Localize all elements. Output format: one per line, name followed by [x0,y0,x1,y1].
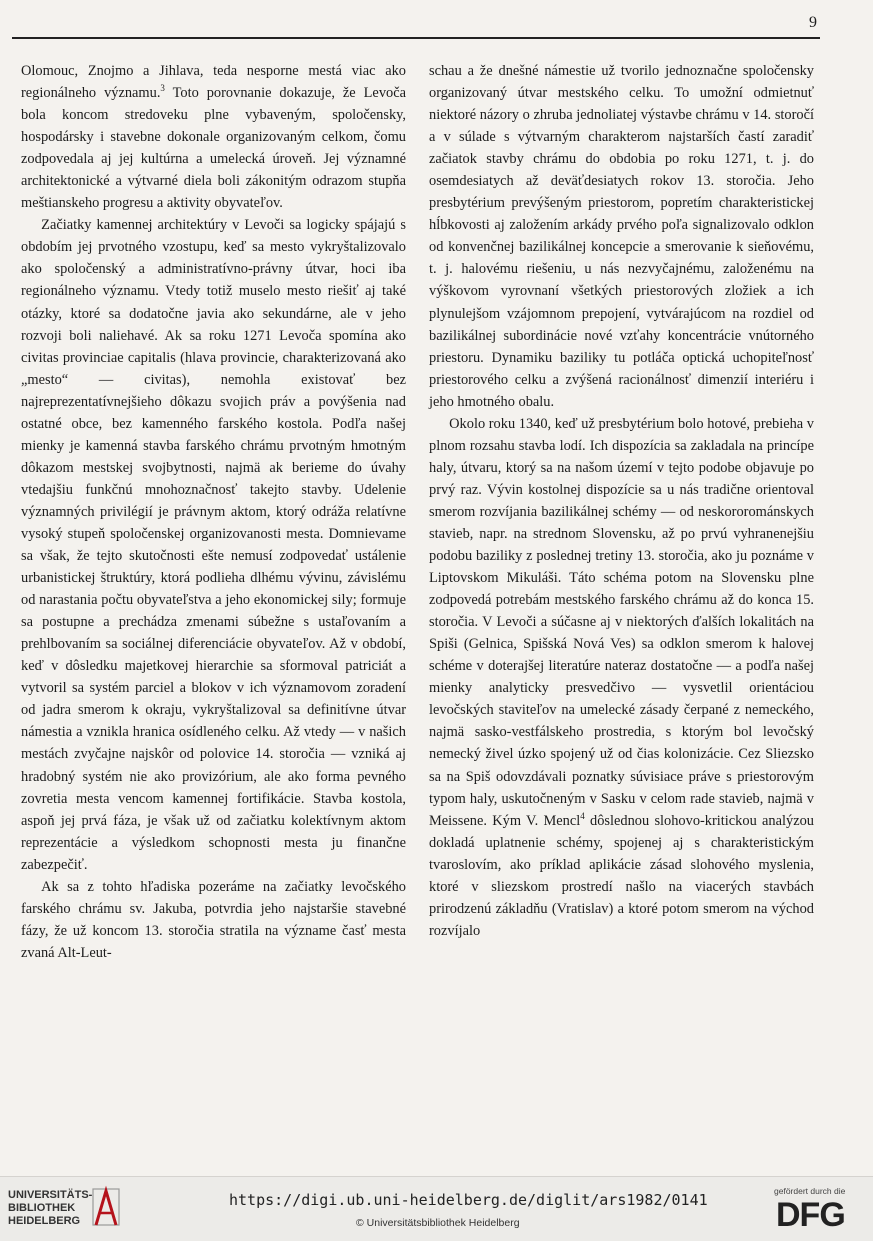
logo-text-line3: HEIDELBERG [8,1215,81,1227]
paragraph-text: schau a že dnešné námestie už tvorilo jednoznačne spoločensky organizovaný útvar mestského celku. To umožní odmietnuť niektoré názory o zhruba jednoliatej výstavbe chrámu v 14. storočí a v súlade s výtvarným charakterom najstarších častí zaradiť začiatok stavby chrámu do obdobia po roku 1271, t. j. do osemdesiatych až deväťdesiatych rokov 13. storočia. Jeho presbytérium prevýšeným priestorom, popretím charakteristickej hĺbkovosti aj založením arkády prvého poľa signalizovalo odklon od konvenčnej bazilikálnej koncepcie a smerovanie k sieňovému, t. j. halovému riešeniu, u nás nezvyčajnému, založenému na výškovom vyrovnaní všetkých priestorových zložiek a ich plynulejšom vzájomnom prepojení, vytvárajúcom na rozdiel od bazilikálnej subordinácie nové vzťahy koncentrácie vnútorného priestoru. Dynamiku baziliky tu potláča optická uchopiteľnosť priestorového celku a zvýšená racionálnosť dimenzií interiéru i jeho hmotného obalu. [429,63,814,410]
permalink-url[interactable]: https://digi.ub.uni-heidelberg.de/diglit/ars1982/0141 [229,1191,708,1209]
paragraph [21,214,406,875]
paragraph-text: Začiatky kamennej architektúry v Levoči sa logicky spájajú s obdobím jej prvotného vzostupu, keď sa mesto vykryštalizovalo ako spoločenský a administratívno-právny útvar, hoci iba regionálneho významu. Vtedy totiž muselo mesto riešiť aj také otázky, ktoré sa dodatočne javia ako sekundárne, ale v jeho rozvoji boli naliehavé. Ak sa roku 1271 Levoča spomína ako civitas provinciae capitalis (hlava provincie, charakterizovaná ako „mesto“ — civitas), nemohla existovať bez najreprezentatívnejšieho dôkazu svojich práv a povýšenia nad ostatné obce, bez kamenného farského kostola. Podľa našej mienky je kamenná stavba farského chrámu prvotným hmotným dôkazom mestskej svojbytnosti, najmä ak berieme do úvahy vtedajšiu funkčnú mnohoznačnosť takejto stavby. Udelenie významných privilégií je právnym aktom, ktorý odráža relatívne vysoký stupeň spoločenskej organizovanosti mesta. Domnievame sa však, že tejto skutočnosti ešte nemusí zodpovedať ustálenie urbanistickej štruktúry, ktorá podlieha dlhému vývinu, závislému od narastania počtu obyvateľstva a jeho ekonomickej sily; formuje sa postupne a prechádza zmenami súbežne s ustaľovaním a prehlbovaním sa sociálnej diferenciácie obyvateľov. Až v období, keď v dôsledku majetkovej hierarchie sa sformoval patriciát a vytvoril sa systém parciel a blokov v ich významovom zoradení od jadra smerom k okraju, vykryštalizoval sa definitívne útvar námestia a vznikla hranica osídleného celku. Až vtedy — v našich mestách zvyčajne najskôr od polovice 14. storočia — vzniká aj hradobný systém nie ako provizórium, ale ako forma pevného zovretia mesta vencom kamennej fortifikácie. Stavba kostola, aspoň jej prvá fáza, je však už od začiatku kolektívnym aktom reprezentácie a výsledkom schopnosti mesta ju finančne zabezpečiť. [21,217,406,873]
header-rule [12,37,820,39]
paragraph [21,876,406,964]
page-number: 9 [809,14,817,31]
right-column [429,60,814,942]
paragraph-text: Olomouc, Znojmo a Jihlava, teda nesporne mestá viac ako regionálneho významu. [21,63,406,102]
paragraph [429,413,814,942]
funder-caption: gefördert durch die [774,1186,846,1196]
university-library-logo[interactable] [8,1189,92,1228]
logo-text-line2: BIBLIOTHEK [8,1202,76,1214]
paragraph-text: Toto porovnanie dokazuje, že Levoča bola koncom stredoveku plne vybaveným, spoločensky, hospodársky i stavebne dokonale organizovaným celkom, čomu zodpovedala aj jej kultúrna a umelecká úroveň. Jej významné architektonické a výtvarné diela boli zákonitým odrazom stupňa meštianskeho progresu a aktivity obyvateľov. [21,85,406,212]
paragraph-text: Okolo roku 1340, keď už presbytérium bolo hotové, prebieha v plnom rozsahu stavba lodí. Ich dispozícia sa zakladala na princípe haly, útvaru, ktorý sa na našom území v tejto podobe objavuje po prvý raz. Vývin kostolnej dispozície sa u nás tradične orientoval smerom rozvíjania bazilikálnej schémy — od neskororománskych stavieb, napr. na strednom Slovensku, až po prvú vyhranenejšiu podobu baziliky z poslednej tretiny 13. storočia, ako ju poznáme v Liptovskom Mikuláši. Táto schéma potom na Slovensku plne zodpovedá potrebám mestského farského chrámu až do konca 15. storočia. V Levoči a súčasne aj v niektorých ďalších lokalitách na Spiši (Gelnica, Spišská Nová Ves) sa odklon smerom k halovej schéme v doterajšej literatúre nateraz dostatočne — a podľa našej mienky analyticky presvedčivo — vysvetlil orientáciou levočských staviteľov na umelecké zásady čerpané z nemeckého, najmä sasko-vestfálskeho prostredia, s ktorým bol levočský nemecký živel úzko spojený už od čias kolonizácie. Cez Sliezsko sa na Spiš odovzdávali poznatky súvisiace práve s priestorovým typom haly, uskutočneným v Sasku v celom rade stavieb, najmä v Meissene. Kým V. Mencl [429,415,814,829]
logo-text-line1: UNIVERSITÄTS- [8,1189,93,1201]
copyright-notice: © Universitätsbibliothek Heidelberg [356,1217,520,1229]
paragraph-text: dôslednou slohovo-kritickou analýzou dokladá uplatnenie schémy, spojenej aj s charakteristickým tvaroslovím, ako príklad aplikácie zásad slohového myslenia, ktoré v sliezskom prostredí našlo na viacerých stavbách prirodzenú základňu (Vratislav) a ktoré potom smerom na východ rozvíjalo [429,812,814,939]
dfg-logo[interactable]: DFG [776,1196,845,1234]
paragraph-text: Ak sa z tohto hľadiska pozeráme na začiatky levočského farského chrámu sv. Jakuba, potvrdia jeho najstaršie stavebné fázy, že už koncom 13. storočia stratila na význame časť mesta zvaná Alt-Leut- [21,878,406,961]
viewer-footer [0,1176,873,1241]
footnote-marker: 4 [580,810,585,821]
left-column [21,60,406,964]
paragraph [429,60,814,413]
footnote-marker: 3 [160,83,165,94]
heidelberg-emblem-icon [92,1185,122,1229]
paragraph [21,60,406,214]
